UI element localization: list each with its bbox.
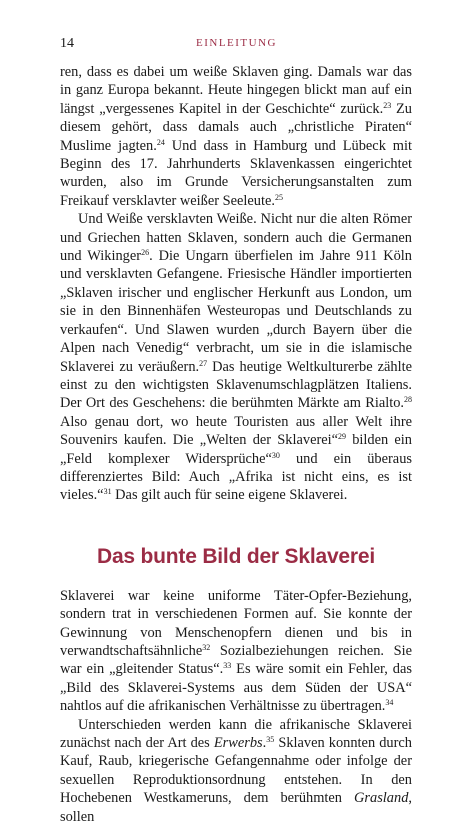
footnote-marker: 29 — [338, 432, 347, 442]
emphasis-text: Grasland — [354, 790, 409, 807]
footnote-marker: 27 — [199, 358, 208, 368]
text-run: Also genau dort, wo heute Touristen aus aller Welt ihre Souvenirs kaufen. Die „Welten der Sklaverei“ — [60, 413, 412, 449]
text-run: Sozialbeziehungen reichen. Sie war ein „gleitender Status“. — [60, 642, 412, 678]
body-text — [60, 63, 412, 826]
text-run: Das heutige Weltkulturerbe zählte einst zu den wichtigsten Sklavenumschlagplätzen Italiens. Der Ort des Geschehens: die berühmten Märkte am Rialto. — [60, 358, 412, 412]
text-run: . — [262, 735, 267, 751]
text-run: . Die Ungarn überfielen im Jahre 911 Köln und versklavten Gefangene. Friesische Händler importierten „Sklaven irischer und englischer Herkunft aus London, um sie in den Binnenhäfen Westeuropas und Deutschlands zu verkaufen“. Und Slawen wurden „durch Bayern über die Alpen nach Venedig“ verbracht, um sie in die islamische Sklaverei zu veräußern. — [60, 248, 412, 375]
paragraph — [60, 587, 412, 716]
text-run: , sollen — [60, 790, 412, 825]
text-run: und ein überaus differenziertes Bild: Auch „Afrika ist nicht eins, es ist vieles.“ — [60, 450, 412, 504]
footnote-marker: 34 — [385, 698, 394, 708]
paragraph — [60, 63, 412, 210]
paragraphs-after-heading — [60, 587, 412, 826]
footnote-marker: 25 — [274, 192, 283, 202]
text-run: ren, dass es dabei um weiße Sklaven ging. Damals war das in ganz Europa bekannt. Heute hingegen blickt man auf ein längst „vergessenes Kapitel in der Geschichte“ zurück. — [60, 64, 412, 117]
running-head: EINLEITUNG — [196, 37, 277, 49]
text-run: Zu diesem gehört, dass damals auch „christliche Piraten“ Muslime jagten. — [60, 100, 412, 154]
footnote-marker: 31 — [103, 487, 112, 497]
text-run: bilden ein „Feld komplexer Widersprüche“ — [60, 432, 413, 467]
page-number: 14 — [60, 36, 74, 51]
page-header — [60, 36, 413, 56]
text-run: Sklaverei war keine uniforme Täter-Opfer-Beziehung, sondern trat in verschiedenen Formen auf. Sie konnte der Gewinnung von Menschenopfern dienen und bis in verwandtschaftsähnliche — [60, 587, 412, 659]
footnote-marker: 28 — [404, 395, 412, 405]
footnote-marker: 30 — [271, 450, 280, 460]
footnote-marker: 32 — [202, 642, 211, 652]
footnote-marker: 24 — [156, 137, 165, 147]
section-heading: Das bunte Bild der Sklaverei — [96, 544, 375, 568]
text-run: Sklaven konnten durch Kauf, Raub, kriegerische Gefangennahme oder infolge der sexuellen Reproduktionsordnung entstehen. In den Hochebenen Westkameruns, dem berühmten — [60, 735, 412, 807]
text-run: Und Weiße versklavten Weiße. Nicht nur die alten Römer und Griechen hatten Sklaven, sondern auch die Germanen und Wikinger — [60, 211, 412, 265]
footnote-marker: 35 — [266, 735, 275, 744]
paragraphs-before-heading — [60, 63, 412, 505]
text-run: Und dass in Hamburg und Lübeck mit Beginn des 17. Jahrhunderts Sklavenkassen eingerichtet wurden, also im Grunde Versicherungsanstalten zum Freikauf versklavter weißer Seeleute. — [60, 137, 412, 209]
text-run: Das gilt auch für seine eigene Sklaverei. — [111, 487, 348, 504]
paragraph — [60, 716, 412, 826]
footnote-marker: 26 — [141, 248, 150, 258]
footnote-marker: 33 — [223, 661, 232, 671]
emphasis-text: Erwerbs — [213, 735, 263, 751]
text-run: Unterschieden werden kann die afrikanische Sklaverei zunächst nach der Art des — [60, 716, 412, 751]
paragraph — [60, 210, 412, 505]
text-run: Es wäre somit ein Fehler, das „Bild des Sklaverei-Systems aus dem Süden der USA“ nahtlos auf die afrikanischen Verhältnisse zu übertragen. — [60, 661, 412, 715]
footnote-marker: 23 — [383, 100, 392, 110]
